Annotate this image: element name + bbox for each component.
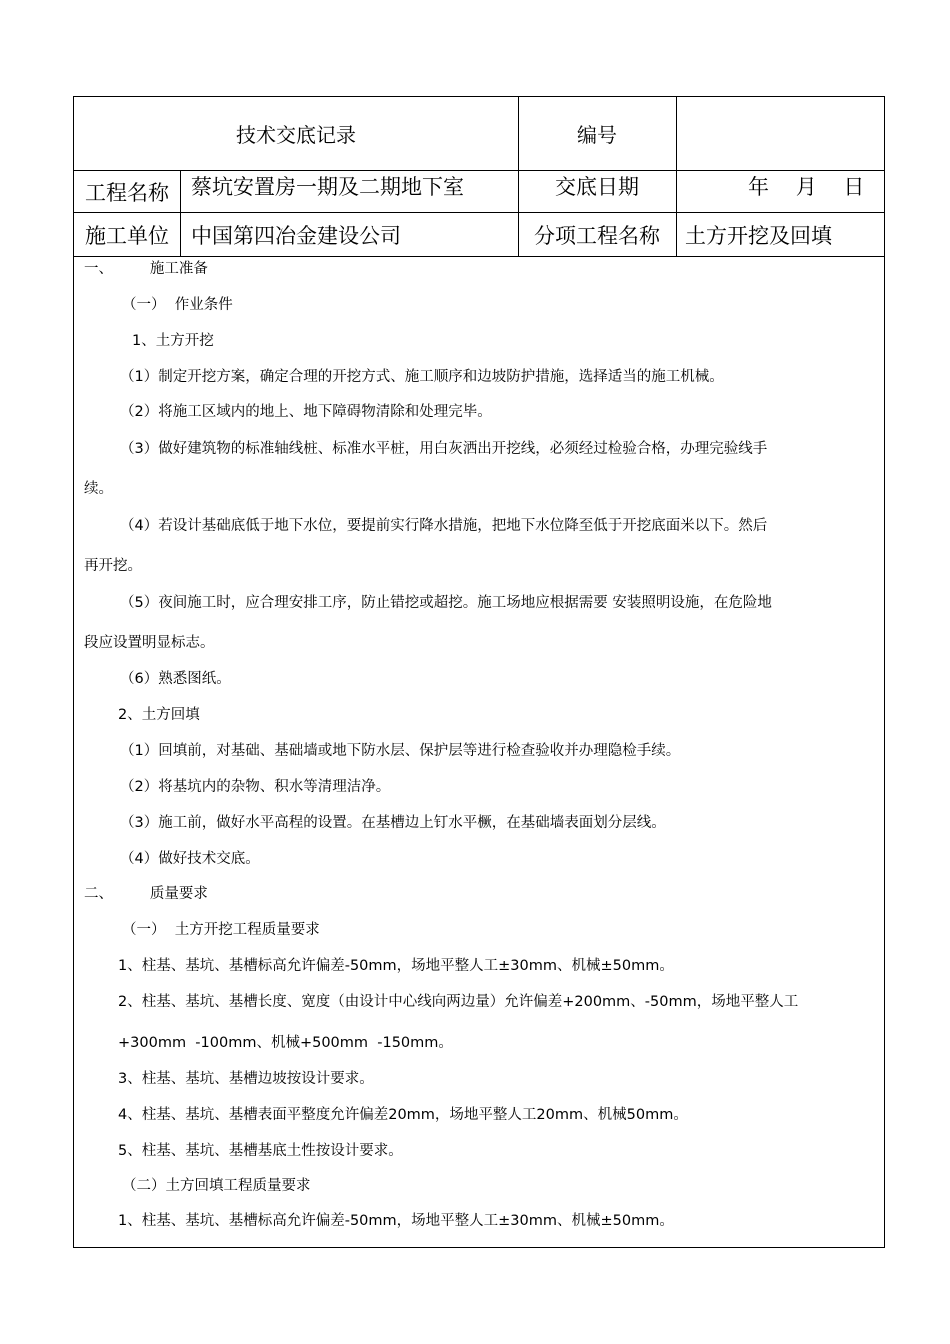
disclosure-record-form bbox=[73, 96, 885, 1248]
content-line: 2、柱基、基坑、基槽长度、宽度（由设计中心线向两边量）允许偏差+200mm、-50mm，场地平整人工 bbox=[118, 994, 799, 1010]
construction-unit-value: 中国第四冶金建设公司 bbox=[191, 223, 401, 248]
content-line: （4）若设计基础底低于地下水位，要提前实行降水措施，把地下水位降至低于开挖底面米以下。然后 bbox=[120, 518, 768, 534]
content-line: 1、柱基、基坑、基槽标高允许偏差-50mm，场地平整人工±30mm、机械±50mm。 bbox=[118, 958, 674, 974]
disclosure-date-label: 交底日期 bbox=[555, 175, 639, 199]
subitem-name-value: 土方开挖及回填 bbox=[685, 223, 832, 248]
content-line: （1）制定开挖方案，确定合理的开挖方式、施工顺序和边坡防护措施，选择适当的施工机械。 bbox=[120, 369, 724, 385]
content-line: （5）夜间施工时，应合理安排工序，防止错挖或超挖。施工场地应根据需要 安装照明设施，在危险地 bbox=[120, 595, 772, 611]
col-divider bbox=[180, 170, 181, 256]
content-line: 续。 bbox=[84, 481, 113, 497]
content-line: （4）做好技术交底。 bbox=[120, 851, 260, 867]
content-line: 1、柱基、基坑、基槽标高允许偏差-50mm，场地平整人工±30mm、机械±50mm。 bbox=[118, 1213, 674, 1229]
content-line: （6）熟悉图纸。 bbox=[120, 671, 231, 687]
section-heading: 二、 质量要求 bbox=[84, 886, 208, 902]
subitem-name-label: 分项工程名称 bbox=[534, 223, 660, 248]
disclosure-date-field[interactable]: 年 月 日 bbox=[748, 175, 865, 199]
form-title: 技术交底记录 bbox=[236, 123, 356, 147]
content-line: （3）做好建筑物的标准轴线桩、标准水平桩，用白灰洒出开挖线，必须经过检验合格，办理完验线手 bbox=[120, 441, 768, 457]
row-divider bbox=[74, 256, 884, 257]
subsection-heading: （二）土方回填工程质量要求 bbox=[122, 1178, 311, 1194]
content-line: （1）回填前，对基础、基础墙或地下防水层、保护层等进行检查验收并办理隐检手续。 bbox=[120, 743, 681, 759]
content-line: （2）将基坑内的杂物、积水等清理洁净。 bbox=[120, 779, 391, 795]
item-heading: 2、土方回填 bbox=[118, 707, 200, 723]
content-line: 段应设置明显标志。 bbox=[84, 635, 215, 651]
project-name-label: 工程名称 bbox=[85, 180, 169, 205]
item-heading: 1、土方开挖 bbox=[132, 333, 214, 349]
content-line: 再开挖。 bbox=[84, 558, 142, 574]
number-field[interactable] bbox=[677, 97, 892, 170]
content-line: （3）施工前，做好水平高程的设置。在基槽边上钉水平橛，在基础墙表面划分层线。 bbox=[120, 815, 666, 831]
subsection-heading: （一） 土方开挖工程质量要求 bbox=[122, 922, 320, 938]
project-name-value: 蔡坑安置房一期及二期地下室 bbox=[191, 175, 464, 199]
number-label: 编号 bbox=[577, 123, 617, 147]
content-line: 5、柱基、基坑、基槽基底土性按设计要求。 bbox=[118, 1143, 403, 1159]
content-line: （2）将施工区域内的地上、地下障碍物清除和处理完毕。 bbox=[120, 404, 492, 420]
subsection-heading: （一） 作业条件 bbox=[122, 297, 233, 313]
content-line: 4、柱基、基坑、基槽表面平整度允许偏差20mm，场地平整人工20mm、机械50mm。 bbox=[118, 1107, 688, 1123]
content-line: 3、柱基、基坑、基槽边坡按设计要求。 bbox=[118, 1071, 374, 1087]
content-line: +300mm -100mm、机械+500mm -150mm。 bbox=[118, 1035, 453, 1051]
construction-unit-label: 施工单位 bbox=[85, 223, 169, 248]
section-heading: 一、 施工准备 bbox=[84, 261, 208, 277]
